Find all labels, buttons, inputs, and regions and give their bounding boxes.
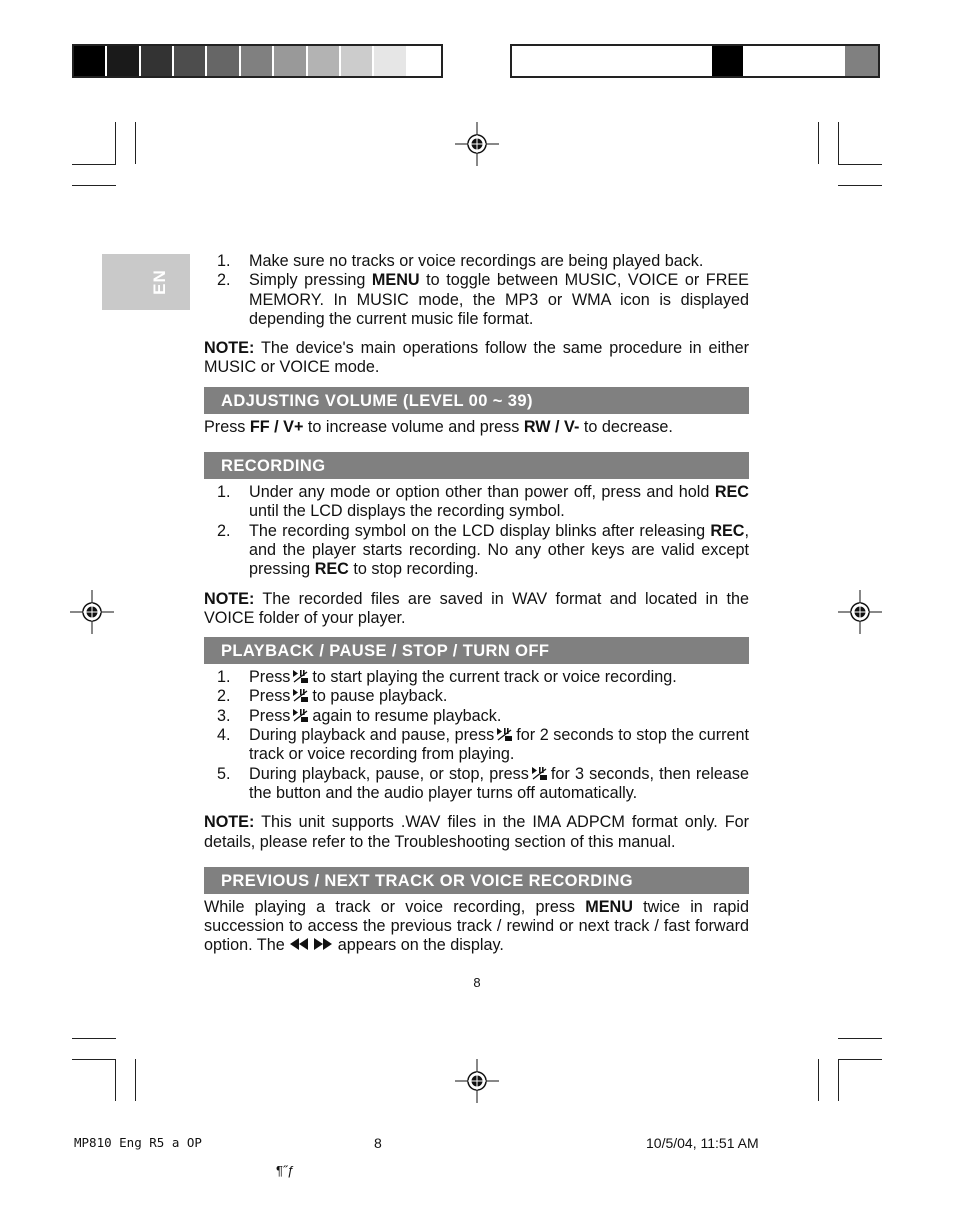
color-swatch [241, 46, 274, 76]
section-heading-playback: PLAYBACK / PAUSE / STOP / TURN OFF [204, 637, 749, 664]
footer-glyphs: ¶˝ƒ [276, 1163, 295, 1178]
color-swatch [74, 46, 107, 76]
crop-mark [115, 122, 116, 164]
color-swatch [811, 46, 844, 76]
crop-mark [838, 122, 839, 164]
color-swatch [174, 46, 207, 76]
crop-mark [838, 164, 882, 165]
intro-list [204, 252, 749, 329]
color-swatch [612, 46, 645, 76]
language-tab [102, 254, 190, 310]
language-tab-label: EN [150, 269, 169, 295]
footer-page: 8 [374, 1135, 382, 1151]
play-pause-icon [531, 766, 548, 781]
volume-text: Press FF / V+ to increase volume and press RW / V- to decrease. [204, 417, 673, 436]
color-swatch [712, 46, 745, 76]
crop-mark [72, 164, 116, 165]
playback-list [204, 668, 749, 803]
grayscale-bar [72, 44, 443, 78]
color-swatch [845, 46, 878, 76]
list-item: 3. Press again to resume playback. [217, 706, 502, 725]
registration-mark-icon [455, 122, 499, 166]
registration-mark-icon [70, 590, 114, 634]
crop-mark [72, 1038, 116, 1039]
color-swatch [408, 46, 441, 76]
prevnext-text: While playing a track or voice recording, press MENU twice in rapid succession to access the previous track / rewind or next track / fast forward option. The appears on the display. [204, 897, 749, 955]
list-item: 4. During playback and pause, press for 2 seconds to stop the current track or voice recording from playing. [217, 726, 749, 764]
play-pause-icon [496, 727, 513, 742]
color-swatch [545, 46, 578, 76]
recording-list [204, 483, 749, 579]
crop-mark [838, 1059, 839, 1101]
crop-mark [72, 1059, 116, 1060]
crop-mark [838, 185, 882, 186]
play-pause-icon [292, 669, 309, 684]
list-item: 2. The recording symbol on the LCD display blinks after releasing REC, and the player starts recording. No any other keys are valid except pressing REC to stop recording. [217, 521, 749, 579]
crop-mark [135, 1059, 136, 1101]
list-item: 1. Make sure no tracks or voice recordings are being played back. [217, 252, 704, 270]
page-content [204, 252, 749, 956]
crop-mark [115, 1059, 116, 1101]
note: NOTE: The recorded files are saved in WAV format and located in the VOICE folder of your player. [204, 589, 749, 627]
color-swatch [745, 46, 778, 76]
page-number: 8 [473, 975, 481, 990]
section-heading-prevnext: PREVIOUS / NEXT TRACK OR VOICE RECORDING [204, 867, 749, 894]
color-swatch [512, 46, 545, 76]
list-item: 5. During playback, pause, or stop, press for 3 seconds, then release the button and the audio player turns off automatically. [217, 764, 749, 802]
play-pause-icon [292, 688, 309, 703]
color-swatch [207, 46, 240, 76]
registration-mark-icon [838, 590, 882, 634]
section-heading-recording: RECORDING [204, 452, 749, 479]
crop-mark [72, 185, 116, 186]
color-swatch [579, 46, 612, 76]
crop-mark [818, 122, 819, 164]
note: NOTE: The device's main operations follow the same procedure in either MUSIC or VOICE mode. [204, 339, 749, 377]
color-swatch [107, 46, 140, 76]
list-item: 2. Press to pause playback. [217, 687, 448, 706]
footer-datetime: 10/5/04, 11:51 AM [646, 1135, 759, 1151]
registration-bar [510, 44, 880, 78]
color-swatch [308, 46, 341, 76]
crop-mark [838, 1038, 882, 1039]
note: NOTE: This unit supports .WAV files in the IMA ADPCM format only. For details, please refer to the Troubleshooting section of this manual. [204, 813, 749, 851]
color-swatch [678, 46, 711, 76]
registration-mark-icon [455, 1059, 499, 1103]
crop-mark [135, 122, 136, 164]
color-swatch [274, 46, 307, 76]
list-item: 1. Press to start playing the current track or voice recording. [217, 668, 677, 687]
section-heading-volume: ADJUSTING VOLUME (LEVEL 00 ~ 39) [204, 387, 749, 414]
crop-mark [818, 1059, 819, 1101]
play-pause-icon [292, 708, 309, 723]
color-swatch [374, 46, 407, 76]
color-swatch [778, 46, 811, 76]
rewind-forward-icon [289, 937, 333, 951]
crop-mark [838, 1059, 882, 1060]
color-swatch [645, 46, 678, 76]
color-swatch [341, 46, 374, 76]
list-item: 2. Simply pressing MENU to toggle between MUSIC, VOICE or FREE MEMORY. In MUSIC mode, the MP3 or WMA icon is displayed depending the current music file format. [217, 271, 749, 328]
footer-filename: MP810 Eng R5 a OP [74, 1135, 202, 1150]
list-item: 1. Under any mode or option other than power off, press and hold REC until the LCD displays the recording symbol. [217, 483, 749, 521]
color-swatch [141, 46, 174, 76]
